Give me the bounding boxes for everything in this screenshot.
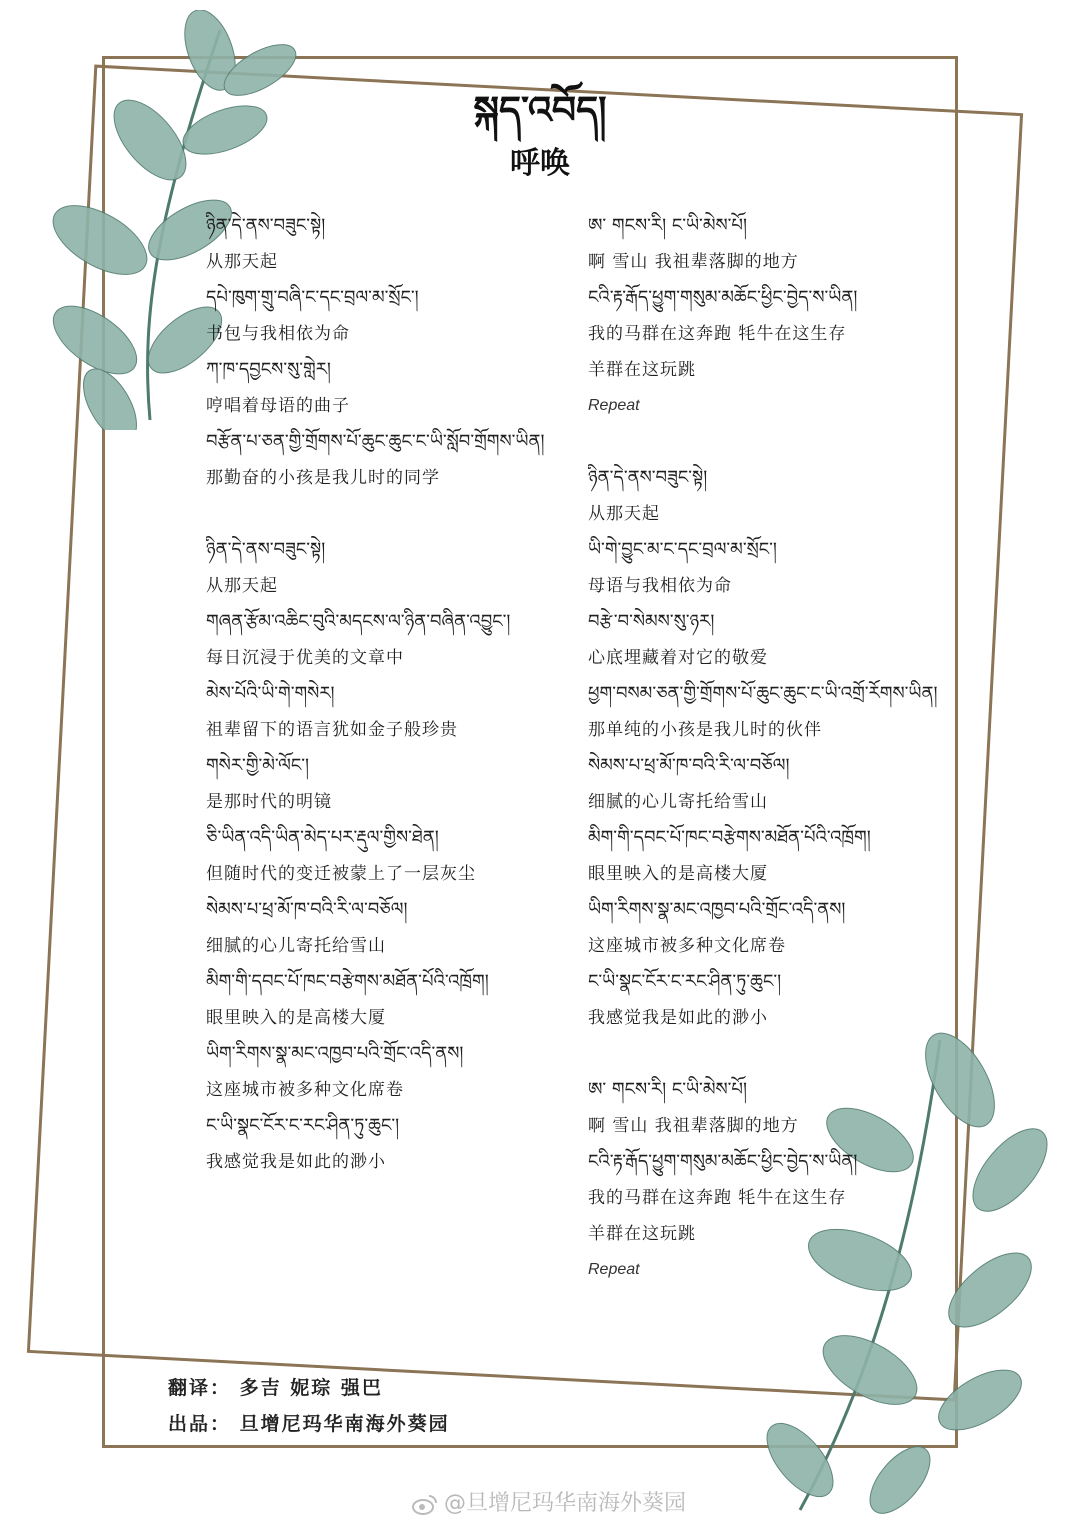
tibetan-line: ཨ་ གངས་རི། ང་ཡི་མེས་པོ། (588, 1079, 747, 1100)
tibetan-line: བརྩོན་པ་ཅན་གྱི་གྲོགས་པོ་ཆུང་ཆུང་ང་ཡི་སློབ་གྲོགས་ཡིན། (206, 431, 545, 452)
title-tibetan: སྐད་འབོད། (473, 87, 607, 132)
chinese-line: 书包与我相依为命 (206, 324, 350, 344)
chinese-line: 眼里映入的是高楼大厦 (588, 864, 768, 884)
chinese-line: 心底埋藏着对它的敬爱 (588, 648, 768, 668)
stanza (206, 212, 566, 500)
tibetan-line: མིག་གི་དབང་པོ་ཁང་བརྩེགས་མཐོན་པོའི་འཁྲོག། (588, 827, 871, 848)
chinese-line: 从那天起 (588, 504, 660, 524)
tibetan-line: ངའི་རྟ་རྒོད་ཕྱུག་གསུམ་མཆོང་ཕྱིང་བྱེད་ས་ཡིན། (588, 1151, 858, 1172)
tibetan-line: སེམས་པ་ཕྲ་མོ་ཁ་བའི་རི་ལ་བཅོལ། (206, 899, 408, 920)
chinese-line: 这座城市被多种文化席卷 (206, 1080, 404, 1100)
weibo-logo-icon (412, 1493, 438, 1515)
chinese-line: 但随时代的变迁被蒙上了一层灰尘 (206, 864, 476, 884)
chinese-line: 啊 雪山 我祖辈落脚的地方 (588, 1116, 799, 1136)
tibetan-line: བརྩེ་བ་སེམས་སུ་ཉར། (588, 611, 715, 632)
tibetan-line: མེས་པོའི་ཡི་གེ་གསེར། (206, 683, 335, 704)
stanza (206, 536, 566, 1184)
credits (168, 1372, 768, 1444)
tibetan-line: ཅི་ཡིན་འདི་ཡིན་མེད་པར་རྡུལ་གྱིས་ཐེན། (206, 827, 439, 848)
chinese-line: 从那天起 (206, 576, 278, 596)
repeat-marker: Repeat (588, 1261, 640, 1278)
producer-credit: 出品： 旦增尼玛华南海外葵园 (168, 1413, 450, 1435)
tibetan-line: ཉིན་དེ་ནས་བཟུང་སྟེ། (588, 467, 708, 488)
chinese-line: 我的马群在这奔跑 牦牛在这生存 (588, 324, 847, 344)
tibetan-line: ཀ་ཁ་དབྱངས་སུ་གླེར། (206, 359, 331, 380)
tibetan-line: ཡི་གེ་བྱུང་མ་ང་དང་བྲལ་མ་སྲོང་། (588, 539, 777, 560)
chinese-line: 从那天起 (206, 252, 278, 272)
chinese-line: 哼唱着母语的曲子 (206, 396, 350, 416)
chinese-line: 细腻的心儿寄托给雪山 (588, 792, 768, 812)
tibetan-line: ང་ཡི་སྣང་ངོར་ང་རང་ཤིན་ཏུ་ཆུང་། (206, 1115, 400, 1136)
tibetan-line: ཨ་ གངས་རི། ང་ཡི་མེས་པོ། (588, 215, 747, 236)
tibetan-line: མིག་གི་དབང་པོ་ཁང་བརྩེགས་མཐོན་པོའི་འཁྲོག། (206, 971, 489, 992)
tibetan-line: ཕྱག་བསམ་ཅན་གྱི་གྲོགས་པོ་ཆུང་ཆུང་ང་ཡི་འགྲོ་རོགས་ཡིན། (588, 683, 938, 704)
weibo-watermark (412, 1486, 686, 1517)
chinese-line: 我感觉我是如此的渺小 (206, 1152, 386, 1172)
chinese-line: 羊群在这玩跳 (588, 1224, 696, 1244)
chinese-line: 细腻的心儿寄托给雪山 (206, 936, 386, 956)
chinese-line: 这座城市被多种文化席卷 (588, 936, 786, 956)
tibetan-line: ཉིན་དེ་ནས་བཟུང་སྟེ། (206, 215, 326, 236)
tibetan-line: གསེར་གྱི་མེ་ལོང་། (206, 755, 310, 776)
chinese-line: 每日沉浸于优美的文章中 (206, 648, 404, 668)
chinese-line: 那勤奋的小孩是我儿时的同学 (206, 468, 440, 488)
chorus-stanza (588, 1076, 948, 1292)
tibetan-line: ངའི་རྟ་རྒོད་ཕྱུག་གསུམ་མཆོང་ཕྱིང་བྱེད་ས་ཡིན། (588, 287, 858, 308)
chinese-line: 是那时代的明镜 (206, 792, 332, 812)
watermark-text: @旦增尼玛华南海外葵园 (444, 1491, 687, 1516)
chinese-line: 啊 雪山 我祖辈落脚的地方 (588, 252, 799, 272)
chinese-line: 羊群在这玩跳 (588, 360, 696, 380)
stanza (588, 464, 948, 1040)
chinese-line: 祖辈留下的语言犹如金子般珍贵 (206, 720, 458, 740)
tibetan-line: དཔེ་ཁུག་གྲུ་བཞི་ང་དང་བྲལ་མ་སྲོང་། (206, 287, 419, 308)
tibetan-line: ང་ཡི་སྣང་ངོར་ང་རང་ཤིན་ཏུ་ཆུང་། (588, 971, 782, 992)
lyrics-left-column (206, 212, 566, 1220)
tibetan-line: གཞན་རྩོམ་འཆིང་བུའི་མདངས་ལ་ཉིན་བཞིན་འབྱུང་། (206, 611, 511, 632)
repeat-marker: Repeat (588, 397, 640, 414)
chorus-stanza (588, 212, 948, 428)
tibetan-line: ཉིན་དེ་ནས་བཟུང་སྟེ། (206, 539, 326, 560)
tibetan-line: ཡིག་རིགས་སྣ་མང་འཁྱབ་པའི་གྲོང་འདི་ནས། (206, 1043, 464, 1064)
title-chinese: 呼唤 (510, 146, 570, 181)
chinese-line: 我的马群在这奔跑 牦牛在这生存 (588, 1188, 847, 1208)
translator-credit: 翻译： 多吉 妮琮 强巴 (168, 1377, 383, 1399)
tibetan-line: སེམས་པ་ཕྲ་མོ་ཁ་བའི་རི་ལ་བཅོལ། (588, 755, 790, 776)
chinese-line: 母语与我相依为命 (588, 576, 732, 596)
tibetan-line: ཡིག་རིགས་སྣ་མང་འཁྱབ་པའི་གྲོང་འདི་ནས། (588, 899, 846, 920)
chinese-line: 我感觉我是如此的渺小 (588, 1008, 768, 1028)
lyrics-right-column (588, 212, 948, 1328)
chinese-line: 眼里映入的是高楼大厦 (206, 1008, 386, 1028)
chinese-line: 那单纯的小孩是我儿时的伙伴 (588, 720, 822, 740)
